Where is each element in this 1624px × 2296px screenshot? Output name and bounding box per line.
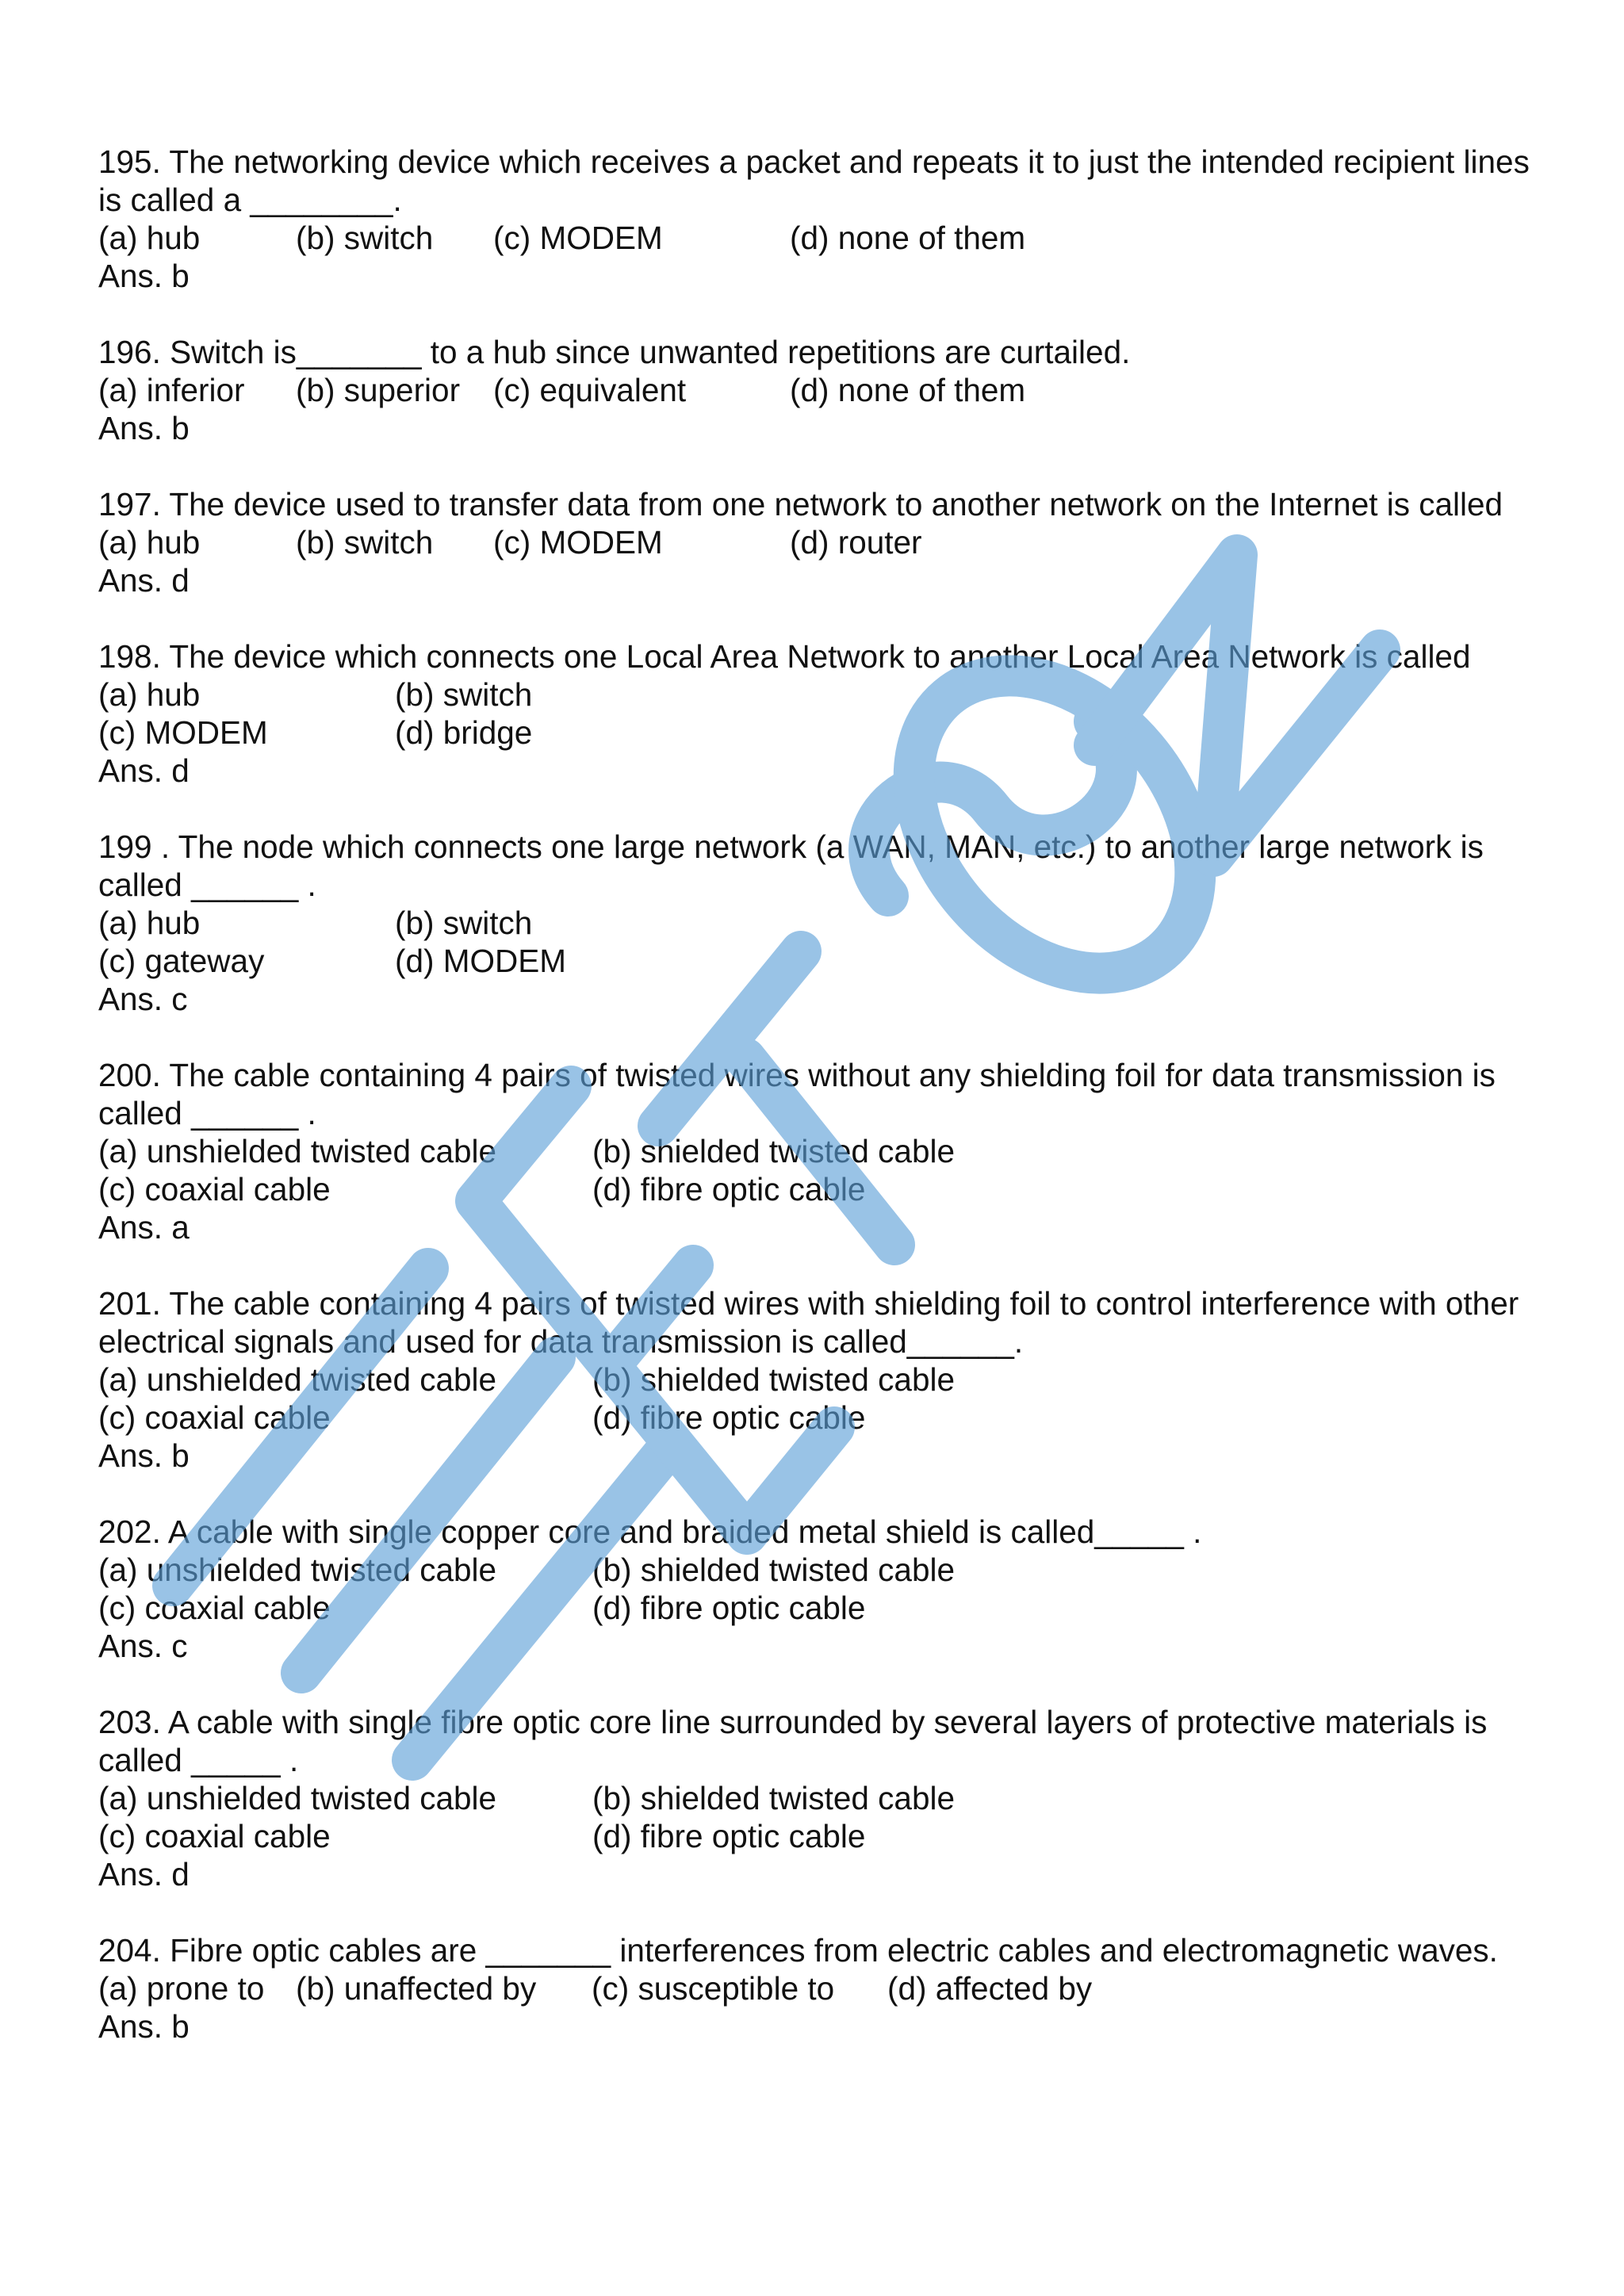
- option-b: (b) shielded twisted cable: [592, 1133, 955, 1169]
- question-text: 198. The device which connects one Local Area Network to another Local Area Network is called: [98, 638, 1471, 675]
- question-block: [98, 1703, 1542, 1893]
- options-row: [98, 675, 1542, 714]
- option-b: (b) switch: [395, 905, 533, 941]
- option-b: (b) switch: [395, 676, 533, 713]
- option-a: (a) hub: [98, 220, 201, 256]
- option-a: (a) unshielded twisted cable: [98, 1133, 497, 1169]
- question-block: [98, 333, 1542, 447]
- option-d: (d) fibre optic cable: [592, 1590, 866, 1626]
- question-text: 201. The cable containing 4 pairs of twisted wires with shielding foil to control interference with other electrical signals and used for data transmission is called______.: [98, 1285, 1519, 1360]
- option-b: (b) shielded twisted cable: [592, 1361, 955, 1398]
- answer-line: Ans. b: [98, 2008, 190, 2045]
- question-text: 195. The networking device which receives a packet and repeats it to just the intended recipient lines is called a ________.: [98, 144, 1530, 218]
- options-row: [98, 1551, 1542, 1589]
- question-block: [98, 143, 1542, 295]
- option-b: (b) shielded twisted cable: [592, 1780, 955, 1816]
- question-block: [98, 828, 1542, 1018]
- question-block: [98, 1513, 1542, 1665]
- options-row: [98, 1969, 1542, 2007]
- option-d: (d) none of them: [790, 372, 1026, 408]
- option-b: (b) switch: [296, 524, 434, 561]
- options-row: [98, 1399, 1542, 1437]
- option-c: (c) MODEM: [98, 714, 268, 751]
- option-d: (d) MODEM: [395, 943, 566, 979]
- question-text: 204. Fibre optic cables are _______ interferences from electric cables and electromagnetic waves.: [98, 1932, 1498, 1969]
- answer-line: Ans. a: [98, 1209, 190, 1246]
- option-a: (a) inferior: [98, 372, 245, 408]
- option-c: (c) gateway: [98, 943, 265, 979]
- option-d: (d) bridge: [395, 714, 533, 751]
- options-row: [98, 1589, 1542, 1627]
- options-row: [98, 942, 1542, 980]
- options-row: [98, 1817, 1542, 1855]
- option-c: (c) coaxial cable: [98, 1818, 331, 1854]
- question-block: [98, 1931, 1542, 2045]
- answer-line: Ans. d: [98, 562, 190, 599]
- option-a: (a) hub: [98, 524, 201, 561]
- option-c: (c) MODEM: [493, 220, 663, 256]
- options-row: [98, 714, 1542, 752]
- options-row: [98, 1170, 1542, 1208]
- option-d: (d) none of them: [790, 220, 1026, 256]
- option-d: (d) router: [790, 524, 922, 561]
- option-d: (d) fibre optic cable: [592, 1818, 866, 1854]
- answer-line: Ans. b: [98, 410, 190, 446]
- option-d: (d) affected by: [887, 1970, 1093, 2007]
- answer-line: Ans. c: [98, 981, 188, 1017]
- option-c: (c) susceptible to: [592, 1970, 835, 2007]
- option-b: (b) unaffected by: [296, 1970, 537, 2007]
- question-block: [98, 485, 1542, 599]
- options-row: [98, 1132, 1542, 1170]
- option-a: (a) hub: [98, 905, 201, 941]
- option-b: (b) superior: [296, 372, 461, 408]
- option-b: (b) switch: [296, 220, 434, 256]
- options-row: [98, 371, 1542, 409]
- answer-line: Ans. d: [98, 1856, 190, 1892]
- answer-line: Ans. d: [98, 752, 190, 789]
- option-a: (a) unshielded twisted cable: [98, 1361, 497, 1398]
- option-c: (c) MODEM: [493, 524, 663, 561]
- option-d: (d) fibre optic cable: [592, 1399, 866, 1436]
- options-row: [98, 219, 1542, 257]
- question-text: 200. The cable containing 4 pairs of twisted wires without any shielding foil for data transmission is called ______ .: [98, 1057, 1496, 1131]
- question-text: 196. Switch is_______ to a hub since unwanted repetitions are curtailed.: [98, 334, 1131, 370]
- answer-line: Ans. b: [98, 258, 190, 294]
- option-c: (c) coaxial cable: [98, 1171, 331, 1207]
- options-row: [98, 1360, 1542, 1399]
- options-row: [98, 1779, 1542, 1817]
- question-text: 202. A cable with single copper core and braided metal shield is called_____ .: [98, 1513, 1202, 1550]
- option-a: (a) unshielded twisted cable: [98, 1780, 497, 1816]
- question-list: [98, 143, 1542, 2084]
- option-a: (a) hub: [98, 676, 201, 713]
- question-block: [98, 637, 1542, 790]
- option-c: (c) equivalent: [493, 372, 687, 408]
- option-c: (c) coaxial cable: [98, 1590, 331, 1626]
- question-text: 199 . The node which connects one large network (a WAN, MAN, etc.) to another large network is called ______ .: [98, 828, 1484, 903]
- option-d: (d) fibre optic cable: [592, 1171, 866, 1207]
- question-text: 203. A cable with single fibre optic core line surrounded by several layers of protective materials is called _____ .: [98, 1704, 1488, 1778]
- question-block: [98, 1284, 1542, 1475]
- question-block: [98, 1056, 1542, 1246]
- question-text: 197. The device used to transfer data from one network to another network on the Internet is called: [98, 486, 1503, 522]
- options-row: [98, 523, 1542, 561]
- options-row: [98, 904, 1542, 942]
- option-a: (a) prone to: [98, 1970, 265, 2007]
- option-b: (b) shielded twisted cable: [592, 1552, 955, 1588]
- option-c: (c) coaxial cable: [98, 1399, 331, 1436]
- answer-line: Ans. c: [98, 1628, 188, 1664]
- option-a: (a) unshielded twisted cable: [98, 1552, 497, 1588]
- answer-line: Ans. b: [98, 1437, 190, 1474]
